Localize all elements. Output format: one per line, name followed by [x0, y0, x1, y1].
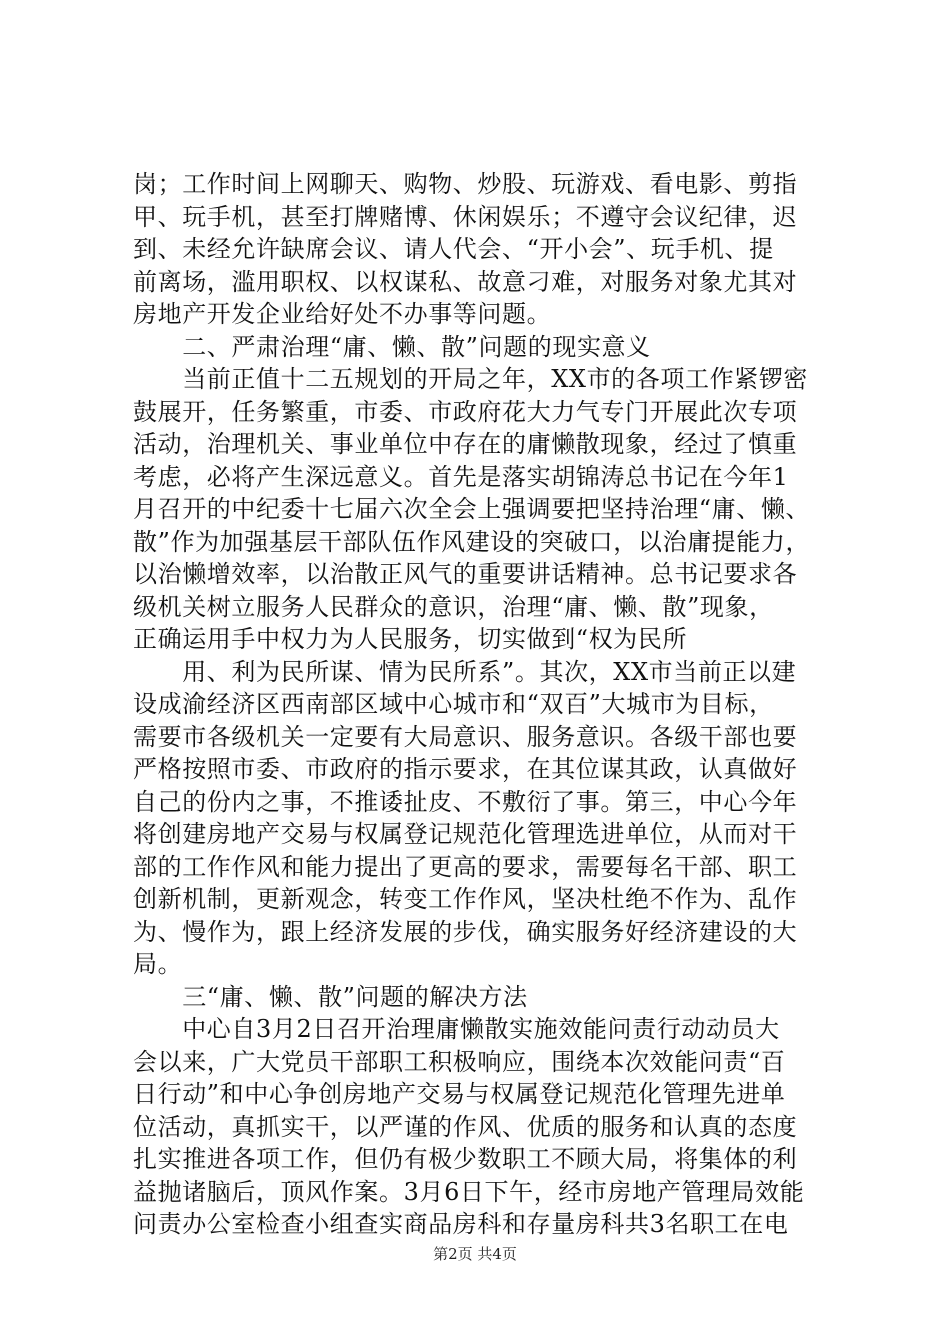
text-line: 中心自3月2日召开治理庸懒散实施效能问责行动动员大: [133, 1015, 780, 1043]
text-line: 前离场，滥用职权、以权谋私、故意刁难，对服务对象尤其对: [133, 267, 798, 296]
text-line: 甲、玩手机，甚至打牌赌博、休闲娱乐；不遵守会议纪律，迟: [133, 202, 798, 231]
text-line: 扎实推进各项工作，但仍有极少数职工不顾大局，将集体的利: [133, 1145, 798, 1173]
text-line: 到、未经允许缺席会议、请人代会、“开小会”、玩手机、提: [133, 235, 774, 263]
text-line: 散”作为加强基层干部队伍作风建设的突破口，以治庸提能力，: [133, 527, 811, 556]
text-line: 设成渝经济区西南部区域中心城市和“双百”大城市为目标，: [133, 690, 774, 718]
text-line: 需要市各级机关一定要有大局意识、服务意识。各级干部也要: [133, 722, 798, 751]
text-line: 局。: [133, 950, 183, 978]
text-line: 正确运用手中权力为人民服务，切实做到“权为民所: [133, 625, 688, 653]
text-line: 创新机制，更新观念，转变工作作风，坚决杜绝不作为、乱作: [133, 885, 798, 913]
text-line: 当前正值十二五规划的开局之年，XX市的各项工作紧锣密: [133, 365, 808, 393]
text-line: 鼓展开，任务繁重，市委、市政府花大力气专门开展此次专项: [133, 397, 798, 426]
text-line: 以治懒增效率，以治散正风气的重要讲话精神。总书记要求各: [133, 560, 798, 588]
text-line: 房地产开发企业给好处不办事等问题。: [133, 300, 552, 328]
text-line: 会以来，广大党员干部职工积极响应，围绕本次效能问责“百: [133, 1047, 786, 1076]
text-line: 部的工作作风和能力提出了更高的要求，需要每名干部、职工: [133, 852, 798, 881]
text-line: 二、严肃治理“庸、懒、散”问题的现实意义: [133, 332, 651, 361]
text-line: 日行动”和中心争创房地产交易与权属登记规范化管理先进单: [133, 1080, 786, 1108]
text-line: 岗；工作时间上网聊天、购物、炒股、玩游戏、看电影、剪指: [133, 170, 798, 198]
text-line: 月召开的中纪委十七届六次全会上强调要把坚持治理“庸、懒、: [133, 495, 811, 523]
text-line: 位活动，真抓实干，以严谨的作风、优质的服务和认真的态度: [133, 1112, 798, 1141]
text-line: 自己的份内之事，不推诿扯皮、不敷衍了事。第三，中心今年: [133, 787, 798, 816]
document-body: [133, 168, 833, 1241]
text-line: 级机关树立服务人民群众的意识，治理“庸、懒、散”现象，: [133, 592, 774, 621]
text-line: 益抛诸脑后，顶风作案。3月6日下午，经市房地产管理局效能: [133, 1177, 805, 1206]
text-line: 为、慢作为，跟上经济发展的步伐，确实服务好经济建设的大: [133, 917, 798, 946]
text-line: 严格按照市委、市政府的指示要求，在其位谋其政，认真做好: [133, 755, 798, 783]
text-line: 三“庸、懒、散”问题的解决方法: [133, 982, 528, 1011]
text-line: 问责办公室检查小组查实商品房科和存量房科共3名职工在电: [133, 1210, 789, 1238]
text-line: 用、利为民所谋、情为民所系”。其次，XX市当前正以建: [133, 657, 797, 686]
text-line: 将创建房地产交易与权属登记规范化管理选进单位，从而对干: [133, 820, 798, 848]
text-line: 活动，治理机关、事业单位中存在的庸懒散现象，经过了慎重: [133, 430, 798, 458]
text-line: 考虑，必将产生深远意义。首先是落实胡锦涛总书记在今年1: [133, 462, 789, 491]
page-footer: 第2页 共4页: [433, 1245, 517, 1263]
